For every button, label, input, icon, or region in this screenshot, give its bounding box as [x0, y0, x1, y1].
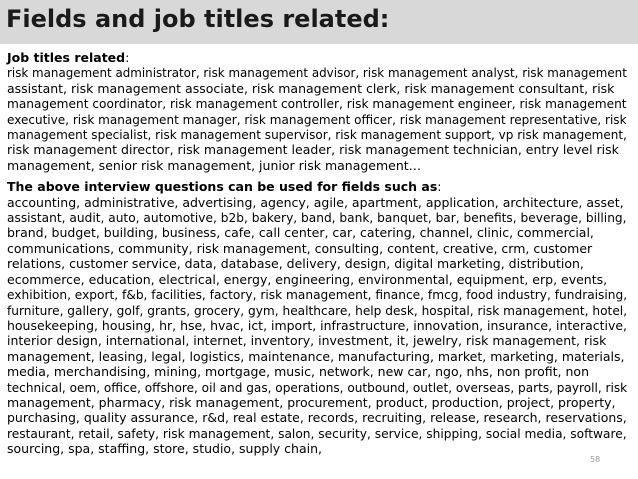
fields-line: management, pharmacy, risk management, procurement, product, production, project, property,: [7, 394, 616, 410]
fields-line: assistant, audit, auto, automotive, b2b, bakery, band, bank, banquet, bar, benefits, beverage, billing,: [7, 210, 627, 226]
job-titles-line: management coordinator, risk management controller, risk management engineer, risk management: [7, 96, 627, 112]
fields-line: restaurant, retail, safety, risk management, salon, security, service, shipping, social media, software,: [7, 425, 627, 441]
fields-line: brand, budget, building, business, cafe, call center, car, catering, channel, clinic, commercial,: [7, 225, 594, 241]
job-titles-line: executive, risk management manager, risk management officer, risk management representative, risk: [7, 111, 627, 127]
job-titles-heading: [7, 50, 627, 65]
job-titles-line: management specialist, risk management supervisor, risk management support, vp risk management,: [7, 127, 627, 143]
slide-content: [7, 50, 627, 457]
page-number: 58: [590, 455, 601, 464]
fields-line: ecommerce, education, electrical, energy, engineering, environmental, equipment, erp, events,: [7, 271, 608, 287]
fields-line: communications, community, risk management, consulting, content, creative, crm, customer: [7, 240, 593, 256]
fields-line: housekeeping, housing, hr, hse, hvac, ict, import, infrastructure, innovation, insurance, interactive,: [7, 317, 627, 333]
job-titles-line: assistant, risk management associate, risk management clerk, risk management consultant, risk: [7, 80, 615, 96]
job-titles-line: management, senior risk management, junior risk management…: [7, 157, 422, 173]
fields-line: accounting, administrative, advertising, agency, agile, apartment, application, architecture, asset,: [7, 194, 624, 210]
fields-line: management, leasing, legal, logistics, maintenance, manufacturing, market, marketing, materials,: [7, 348, 625, 364]
job-titles-heading-label: Job titles related: [7, 50, 126, 65]
fields-line: technical, oem, office, offshore, oil and gas, operations, outbound, outlet, overseas, parts, payroll, risk: [7, 379, 628, 395]
fields-line: sourcing, spa, staffing, store, studio, supply chain,: [7, 441, 322, 457]
title-bar: [0, 0, 638, 44]
job-titles-line: risk management administrator, risk management advisor, risk management analyst, risk management: [7, 65, 627, 81]
fields-paragraph: [7, 195, 627, 457]
slide-title: Fields and job titles related:: [6, 5, 390, 33]
fields-line: purchasing, quality assurance, r&d, real estate, records, recruiting, release, research, reservations,: [7, 410, 627, 426]
job-titles-paragraph: [7, 65, 627, 173]
fields-line: relations, customer service, data, database, delivery, design, digital marketing, distribution,: [7, 256, 584, 272]
job-titles-line: risk management director, risk management leader, risk management technician, entry level risk: [7, 142, 619, 158]
fields-line: interior design, international, internet, inventory, investment, it, jewelry, risk management, risk: [7, 333, 607, 349]
job-titles-heading-colon: :: [125, 50, 130, 65]
fields-line: media, merchandising, mining, mortgage, music, network, new car, ngo, nhs, non profit, non: [7, 364, 589, 380]
fields-heading: [7, 179, 627, 194]
fields-line: furniture, gallery, golf, grants, grocery, gym, healthcare, help desk, hospital, risk management, hotel,: [7, 302, 628, 318]
fields-heading-colon: :: [437, 179, 442, 195]
fields-heading-label: The above interview questions can be used for fields such as: [7, 179, 438, 195]
fields-line: exhibition, export, f&b, facilities, factory, risk management, finance, fmcg, food industry, fundraising,: [7, 287, 628, 303]
